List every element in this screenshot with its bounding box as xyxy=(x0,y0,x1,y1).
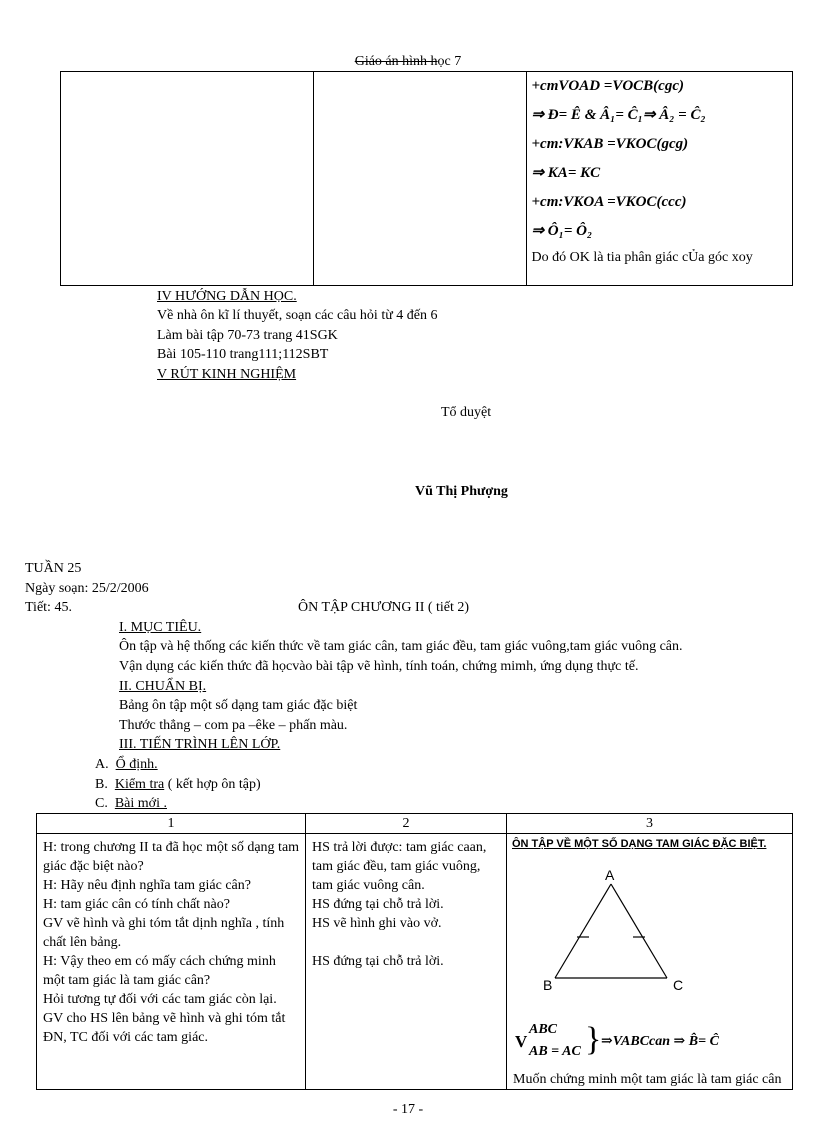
top-table-col2 xyxy=(314,72,527,286)
date-label: Ngày soạn: 25/2/2006 xyxy=(25,581,149,596)
formula-bottom: AB = AC xyxy=(529,1044,581,1059)
student-line: HS vẽ hình ghi vào vở. xyxy=(312,916,442,931)
main-table xyxy=(36,813,793,1090)
top-table-col3 xyxy=(527,72,793,286)
lesson-title: ÔN TẬP CHƯƠNG II ( tiết 2) xyxy=(298,600,470,615)
guidance-item: Bài 105-110 trang111;112SBT xyxy=(157,347,329,362)
process-heading: III. TIẾN TRÌNH LÊN LỚP. xyxy=(119,737,281,752)
formula-triangle-symbol: V xyxy=(515,1032,528,1051)
top-table xyxy=(60,71,793,286)
proof-line: ⇒ Ô₁= Ô₂ xyxy=(531,223,593,239)
vertex-label-c: C xyxy=(673,977,684,993)
student-line: HS đứng tại chỗ trả lời. xyxy=(312,897,444,912)
isosceles-triangle-figure xyxy=(507,868,787,1018)
top-table-col1 xyxy=(61,72,314,286)
signer-name: Vũ Thị Phượng xyxy=(415,484,508,499)
prep-item: Bảng ôn tập một số dạng tam giác đặc biệt xyxy=(119,698,358,713)
student-line: HS trả lời được: tam giác caan, tam giác đều, tam giác vuông, tam giác vuông cân. xyxy=(312,840,487,893)
student-column xyxy=(306,834,507,1090)
teacher-line: H: trong chương II ta đã học một số dạng tam giác đặc biệt nào? xyxy=(43,840,300,874)
week-label: TUẦN 25 xyxy=(25,561,82,576)
guidance-item: Về nhà ôn kĩ lí thuyết, soạn các câu hỏi từ 4 đến 6 xyxy=(157,308,438,323)
step-item: A. Ổ định. xyxy=(95,757,158,772)
triangle-side-ab xyxy=(555,884,611,978)
teacher-line: GV vẽ hình và ghi tóm tắt dịnh nghĩa , tính chất lên bảng. xyxy=(43,916,285,950)
proof-line: ⇒ KA= KC xyxy=(531,165,601,181)
column-header: 3 xyxy=(507,814,793,834)
teacher-line: H: tam giác cân có tính chất nào? xyxy=(43,897,230,912)
group-approval: Tổ duyệt xyxy=(441,405,492,420)
prove-isosceles-text: Muốn chứng minh một tam giác là tam giác cân xyxy=(513,1072,782,1087)
teacher-line: GV cho HS lên bảng vẽ hình và ghi tóm tắt ĐN, TC đối với các tam giác. xyxy=(43,1011,286,1045)
guidance-heading: IV HƯỚNG DẪN HỌC. xyxy=(157,289,297,304)
page-header xyxy=(0,54,816,70)
step-item: C. Bài mới . xyxy=(95,796,167,811)
formula-top: ABC xyxy=(529,1022,558,1037)
objective-item: Vận dụng các kiến thức đã họcvào bài tập vẽ hình, tính toán, chứng mimh, ứng dụng thực tế. xyxy=(119,659,639,674)
step-item: B. Kiểm tra ( kết hợp ôn tập) xyxy=(95,777,261,792)
formula-brace: } xyxy=(585,1021,602,1058)
proof-line: ⇒ Đ= Ê & Â₁= Ĉ₁⇒ Â₂ = Ĉ₂ xyxy=(531,107,706,123)
teacher-line: H: Vậy theo em có mấy cách chứng minh một tam giác là tam giác cân? xyxy=(43,954,276,988)
formula-result: ⇒VABCcan ⇒ B̂= Ĉ xyxy=(601,1034,719,1049)
teacher-line: Hỏi tương tự đối với các tam giác còn lại. xyxy=(43,992,277,1007)
guidance-item: Làm bài tập 70-73 trang 41SGK xyxy=(157,328,338,343)
isosceles-formula xyxy=(515,1022,785,1066)
objective-item: Ôn tập và hệ thống các kiến thức về tam giác cân, tam giác đều, tam giác vuông,tam giác vuông cân. xyxy=(119,639,683,654)
review-heading: ÔN TẬP VỀ MỘT SỐ DẠNG TAM GIÁC ĐẶC BIỆT. xyxy=(512,838,767,850)
column-header: 2 xyxy=(306,814,507,834)
proof-line: +cm:VKOA =VKOC(ccc) xyxy=(531,194,687,210)
prep-heading: II. CHUẨN BỊ. xyxy=(119,679,207,694)
objectives-heading: I. MỤC TIÊU. xyxy=(119,620,202,635)
proof-line: +cm:VKAB =VKOC(gcg) xyxy=(531,136,689,152)
proof-conclusion: Do đó OK là tia phân giác cỦa góc xoy xyxy=(531,250,753,265)
header-struck-text: Giáo án hình h xyxy=(354,54,438,69)
experience-heading: V RÚT KINH NGHIỆM xyxy=(157,367,297,382)
page-number: - 17 - xyxy=(392,1102,424,1117)
column-header: 1 xyxy=(37,814,306,834)
period-label: Tiết: 45. xyxy=(25,600,72,615)
triangle-side-ac xyxy=(611,884,667,978)
content-column xyxy=(507,834,793,1090)
prep-item: Thước thẳng – com pa –êke – phấn màu. xyxy=(119,718,348,733)
teacher-column xyxy=(37,834,306,1090)
vertex-label-b: B xyxy=(543,977,553,993)
header-text: ọc 7 xyxy=(437,54,462,69)
teacher-line: H: Hãy nêu định nghĩa tam giác cân? xyxy=(43,878,251,893)
proof-line: +cmVOAD =VOCB(cgc) xyxy=(531,78,684,94)
student-line: HS đứng tại chỗ trả lời. xyxy=(312,954,444,969)
vertex-label-a: A xyxy=(605,868,615,883)
student-line xyxy=(312,933,501,952)
